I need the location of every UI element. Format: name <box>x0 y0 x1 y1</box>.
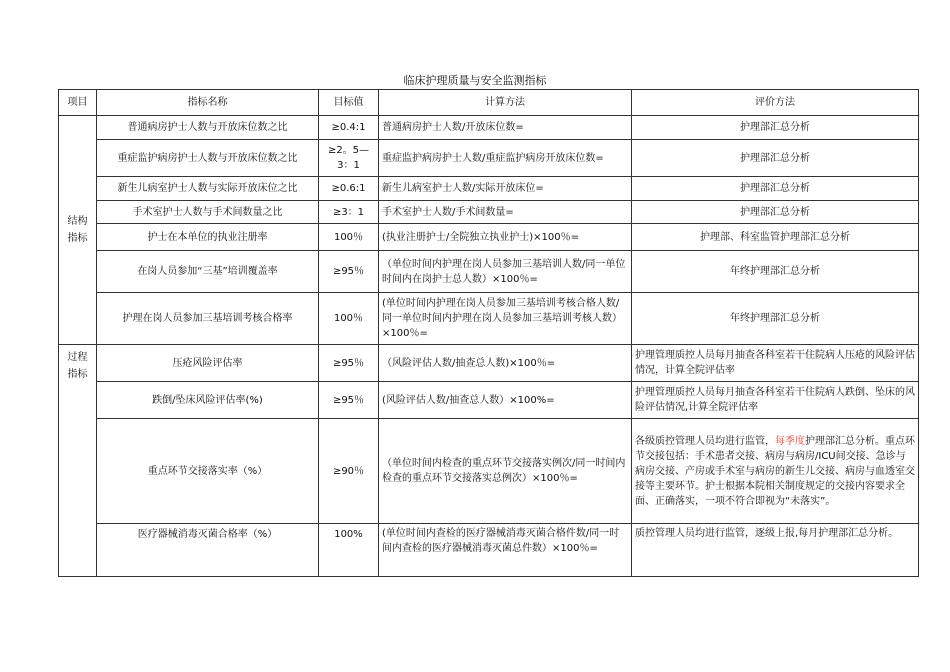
target-value: ≥3：1 <box>319 201 379 224</box>
table-row <box>59 224 919 251</box>
category-label: 指标 <box>67 233 88 244</box>
target-value: ≥90％ <box>319 419 379 524</box>
category-label: 结构 <box>67 216 88 227</box>
calculation-method: (单位时间内查检的医疗器械消毒灭菌合格件数/同一时间内查检的医疗器械消毒灭菌总件数）×100％= <box>379 524 632 577</box>
table-row <box>59 116 919 140</box>
nursing-quality-table <box>58 89 919 577</box>
highlighted-text: 每季度 <box>775 435 805 447</box>
indicator-name: 普通病房护士人数与开放床位数之比 <box>97 116 319 140</box>
table-row <box>59 345 919 382</box>
indicator-name: 跌倒/坠床风险评估率(%) <box>97 382 319 419</box>
table-row <box>59 251 919 293</box>
calculation-method: 新生儿病室护士人数/实际开放床位= <box>379 177 632 201</box>
calculation-method: (单位时间内护理在岗人员参加三基培训考核合格人数/同一单位时间内护理在岗人员参加三基培训考核人数）×100％= <box>379 293 632 345</box>
evaluation-method: 年终护理部汇总分析 <box>632 293 919 345</box>
target-value: ≥2。5—3：1 <box>319 140 379 177</box>
evaluation-method: 护理部汇总分析 <box>632 140 919 177</box>
table-row <box>59 201 919 224</box>
target-value: ≥95％ <box>319 382 379 419</box>
evaluation-method: 护理部、科室监管护理部汇总分析 <box>632 224 919 251</box>
evaluation-method: 护理部汇总分析 <box>632 201 919 224</box>
evaluation-method: 护理管理质控人员每月抽查各科室若干住院病人压疮的风险评估情况，计算全院评估率 <box>632 345 919 382</box>
category-process <box>59 345 97 577</box>
target-value: 100％ <box>319 293 379 345</box>
indicator-name: 重点环节交接落实率（%） <box>97 419 319 524</box>
indicator-name: 护理在岗人员参加三基培训考核合格率 <box>97 293 319 345</box>
indicator-name: 手术室护士人数与手术间数量之比 <box>97 201 319 224</box>
table-row <box>59 524 919 577</box>
calculation-method: （单位时间内检查的重点环节交接落实例次/同一时间内检查的重点环节交接落实总例次）×100％= <box>379 419 632 524</box>
target-value: 100% <box>319 524 379 577</box>
category-label: 指标 <box>67 369 88 380</box>
calculation-method: 普通病房护士人数/开放床位数= <box>379 116 632 140</box>
header-category: 项目 <box>59 90 97 116</box>
document-title: 临床护理质量与安全监测指标 <box>403 74 547 87</box>
indicator-name: 护士在本单位的执业注册率 <box>97 224 319 251</box>
category-label: 过程 <box>67 352 88 363</box>
target-value: ≥0.6:1 <box>319 177 379 201</box>
indicator-name: 重症监护病房护士人数与开放床位数之比 <box>97 140 319 177</box>
table-row <box>59 293 919 345</box>
table-row <box>59 419 919 524</box>
calculation-method: (风险评估人数/抽查总人数）×100%= <box>379 382 632 419</box>
evaluation-method: 质控管理人员均进行监管，逐级上报,每月护理部汇总分析。 <box>632 524 919 577</box>
category-structure <box>59 116 97 345</box>
evaluation-method: 护理部汇总分析 <box>632 177 919 201</box>
calculation-method: (执业注册护士/全院独立执业护士)×100％= <box>379 224 632 251</box>
header-evaluation: 评价方法 <box>632 90 919 116</box>
table-row <box>59 140 919 177</box>
calculation-method: 重症监护病房护士人数/重症监护病房开放床位数= <box>379 140 632 177</box>
evaluation-text: 各级质控管理人员均进行监管， <box>635 435 775 447</box>
target-value: ≥95％ <box>319 345 379 382</box>
evaluation-text: 护理部汇总分析。重点环节交接包括：手术患者交接、病房与病房/ICU间交接、急诊与病房交接、产房或手术室与病房的新生儿交接、病房与血透室交接等主要环节。护士根据本院相关制度规定的交接内容要求全面、正确落实，一项不符合即视为“未落实”。 <box>635 435 915 507</box>
evaluation-method: 护理部汇总分析 <box>632 116 919 140</box>
calculation-method: （风险评估人数/抽查总人数)×100％= <box>379 345 632 382</box>
header-target: 目标值 <box>319 90 379 116</box>
header-calculation: 计算方法 <box>379 90 632 116</box>
indicator-name: 压疮风险评估率 <box>97 345 319 382</box>
table-row <box>59 382 919 419</box>
evaluation-method <box>632 419 919 524</box>
header-row <box>59 90 919 116</box>
evaluation-method: 年终护理部汇总分析 <box>632 251 919 293</box>
target-value: ≥95％ <box>319 251 379 293</box>
calculation-method: 手术室护士人数/手术间数量= <box>379 201 632 224</box>
indicator-name: 新生儿病室护士人数与实际开放床位之比 <box>97 177 319 201</box>
target-value: 100％ <box>319 224 379 251</box>
evaluation-method: 护理管理质控人员每月抽查各科室若干住院病人跌倒、坠床的风险评估情况,计算全院评估率 <box>632 382 919 419</box>
calculation-method: （单位时间内护理在岗人员参加三基培训人数/同一单位时间内在岗护士总人数）×100％= <box>379 251 632 293</box>
header-indicator-name: 指标名称 <box>97 90 319 116</box>
target-value: ≥0.4:1 <box>319 116 379 140</box>
indicator-name: 在岗人员参加“三基”培训覆盖率 <box>97 251 319 293</box>
indicator-name: 医疗器械消毒灭菌合格率（%） <box>97 524 319 577</box>
table-row <box>59 177 919 201</box>
